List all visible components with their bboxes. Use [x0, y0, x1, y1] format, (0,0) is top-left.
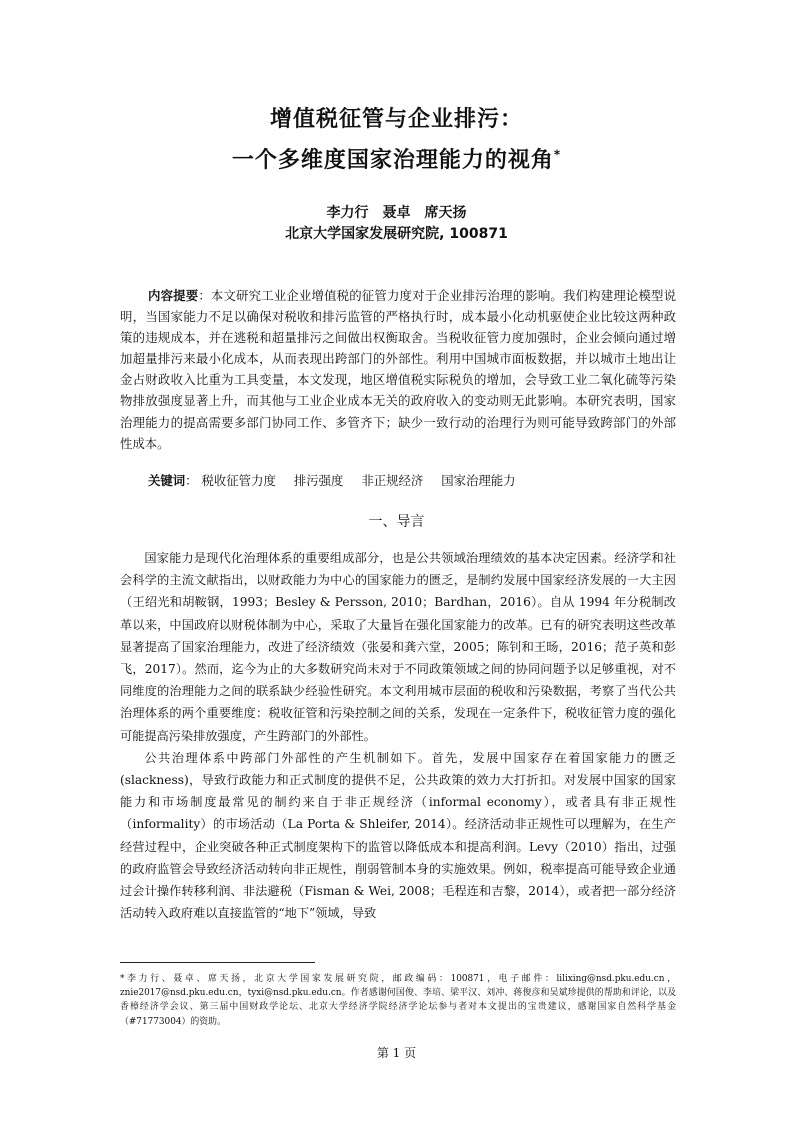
keyword-item: 非正规经济 — [361, 473, 424, 488]
keyword-item: 国家治理能力 — [441, 473, 516, 488]
keyword-item: 税收征管力度 — [201, 473, 276, 488]
abstract-label: 内容提要 — [148, 288, 199, 303]
affiliation: 北京大学国家发展研究院, 100871 — [285, 226, 508, 242]
authors: 李力行 聂卓 席天扬 — [326, 205, 467, 221]
body-paragraph: 公共治理体系中跨部门外部性的产生机制如下。首先，发展中国家存在着国家能力的匮乏(slackness)，导致行政能力和正式制度的提供不足，公共政策的效力大打折扣。对发展中国家的国家能力和市场制度最常见的制约来自于非正规经济（informal economy），或者具有非正规性（informality）的市场活动（La Porta & Shleifer, 2014）。经济活动非正规性可以理解为，在生产经营过程中，企业突破各种正式制度架构下的监管以降低成本和提高利润。Levy（2010）指出，过强的政府监管会导致经济活动转向非正规性，削弱管制本身的实施效果。例如，税率提高可能导致企业通过会计操作转移利润、非法避税（Fisman & Wei, 2008；毛程连和吉黎，2014），或者把一部分经济活动转入政府难以直接监管的“地下”领域，导致 — [120, 750, 676, 921]
abstract — [120, 285, 676, 454]
footnote-rule — [120, 962, 315, 963]
title-line-2 — [0, 143, 793, 174]
section-heading: 一、导言 — [368, 514, 425, 530]
keywords-label: 关键词 — [148, 473, 186, 488]
body-paragraph: 国家能力是现代化治理体系的重要组成部分，也是公共领域治理绩效的基本决定因素。经济学和社会科学的主流文献指出，以财政能力为中心的国家能力的匮乏，是制约发展中国家经济发展的一大主因（王绍光和胡鞍钢，1993；Besley & Persson, 2010；Bardhan，2016）。自从 1994 年分税制改革以来，中国政府以财税体制为中心，采取了大量旨在强化国家能力的改革。已有的研究表明这些改革显著提高了国家治理能力，改进了经济绩效（张晏和龚六堂，2005；陈钊和王旸，2016；范子英和彭飞，2017）。然而，迄今为止的大多数研究尚未对于不同政策领域之间的协同问题予以足够重视，对不同维度的治理能力之间的联系缺少经验性研究。本文利用城市层面的税收和污染数据，考察了当代公共治理体系的两个重要维度：税收征管和污染控制之间的关系，发现在一定条件下，税收征管力度的强化可能提高污染排放强度，产生跨部门的外部性。 — [120, 551, 676, 743]
title-footnote-marker: * — [553, 147, 562, 162]
keyword-item: 排污强度 — [293, 473, 344, 488]
abstract-text: ：本文研究工业企业增值税的征管力度对于企业排污治理的影响。我们构建理论模型说明，当国家能力不足以确保对税收和排污监管的严格执行时，成本最小化动机驱使企业比较这两种政策的违规成本，并在逃税和超量排污之间做出权衡取舍。当税收征管力度加强时，企业会倾向通过增加超量排污来最小化成本，从而表现出跨部门的外部性。利用中国城市面板数据，并以城市土地出让金占财政收入比重为工具变量，本文发现，地区增值税实际税负的增加，会导致工业二氧化硫等污染物排放强度显著上升，而其他与工业企业成本无关的政府收入的变动则无此影响。本研究表明，国家治理能力的提高需要多部门协同工作、多管齐下；缺少一致行动的治理行为则可能导致跨部门的外部性成本。 — [120, 288, 677, 451]
footnote: *李力行、聂卓、席天扬，北京大学国家发展研究院，邮政编码：100871，电子邮件：lilixing@nsd.pku.edu.cn，znie2017@nsd.pku.edu.cn，tyxi@nsd.pku.edu.cn。作者感谢何国俊、李培、梁平汉、刘冲、蒋俊彦和吴斌珍提供的帮助和评论，以及香樟经济学会议、第三届中国财政学论坛、北京大学经济学院经济学论坛参与者对本文提出的宝贵建议，感谢国家自然科学基金（#71773004）的资助。 — [120, 974, 676, 1027]
body-text — [120, 547, 676, 924]
keywords — [148, 471, 678, 489]
title-line-1: 增值税征管与企业排污： — [269, 107, 523, 132]
keywords-sep: ： — [185, 473, 198, 488]
page-number: 第 1 页 — [376, 1046, 417, 1060]
title-line-2-text: 一个多维度国家治理能力的视角 — [231, 148, 554, 173]
